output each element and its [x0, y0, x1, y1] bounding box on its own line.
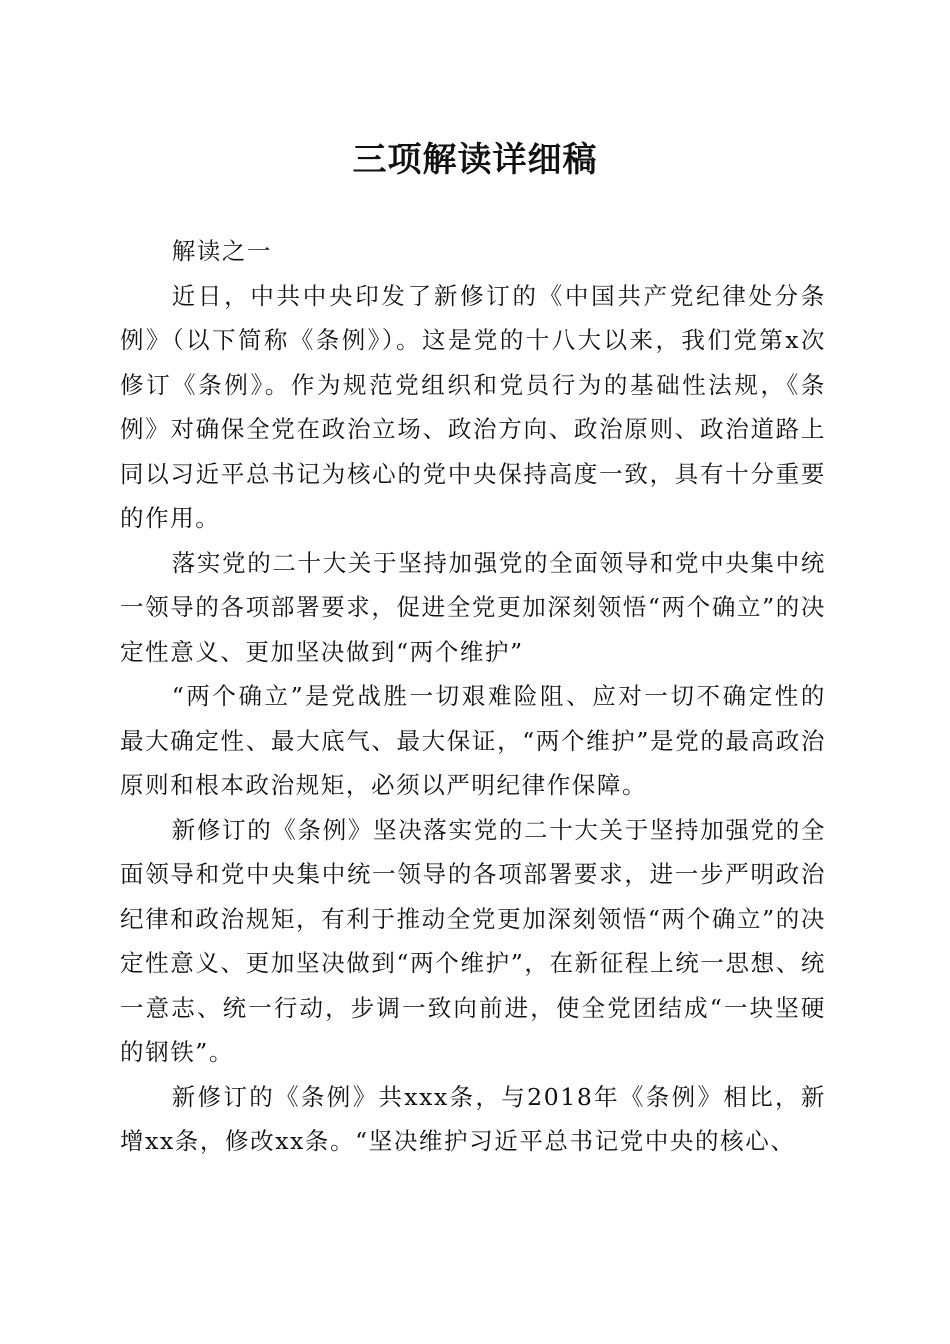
paragraph: 落实党的二十大关于坚持加强党的全面领导和党中央集中统一领导的各项部署要求，促进全党更加深刻领悟“两个确立”的决定性意义、更加坚决做到“两个维护” [120, 548, 826, 666]
paragraph: “两个确立”是党战胜一切艰难险阻、应对一切不确定性的最大确定性、最大底气、最大保证，“两个维护”是党的最高政治原则和根本政治规矩，必须以严明纪律作保障。 [120, 682, 826, 799]
document-title: 三项解读详细稿 [352, 140, 598, 180]
paragraph: 近日，中共中央印发了新修订的《中国共产党纪律处分条例》（以下简称《条例》）。这是党的十八大以来，我们党第x次修订《条例》。作为规范党组织和党员行为的基础性法规，《条例》对确保全党在政治立场、政治方向、政治原则、政治道路上同以习近平总书记为核心的党中央保持高度一致，具有十分重要的作用。 [120, 281, 826, 532]
paragraph: 新修订的《条例》共xxx条，与2018年《条例》相比，新增xx条，修改xx条。“坚决维护习近平总书记党中央的核心、 [120, 1082, 826, 1155]
document-body [120, 229, 826, 1164]
paragraph: 新修订的《条例》坚决落实党的二十大关于坚持加强党的全面领导和党中央集中统一领导的各项部署要求，进一步严明政治纪律和政治规矩，有利于推动全党更加深刻领悟“两个确立”的决定性意义、更加坚决做到“两个维护”，在新征程上统一思想、统一意志、统一行动，步调一致向前进，使全党团结成“一块坚硬的钢铁”。 [120, 815, 826, 1066]
section-heading: 解读之一 [171, 237, 273, 265]
